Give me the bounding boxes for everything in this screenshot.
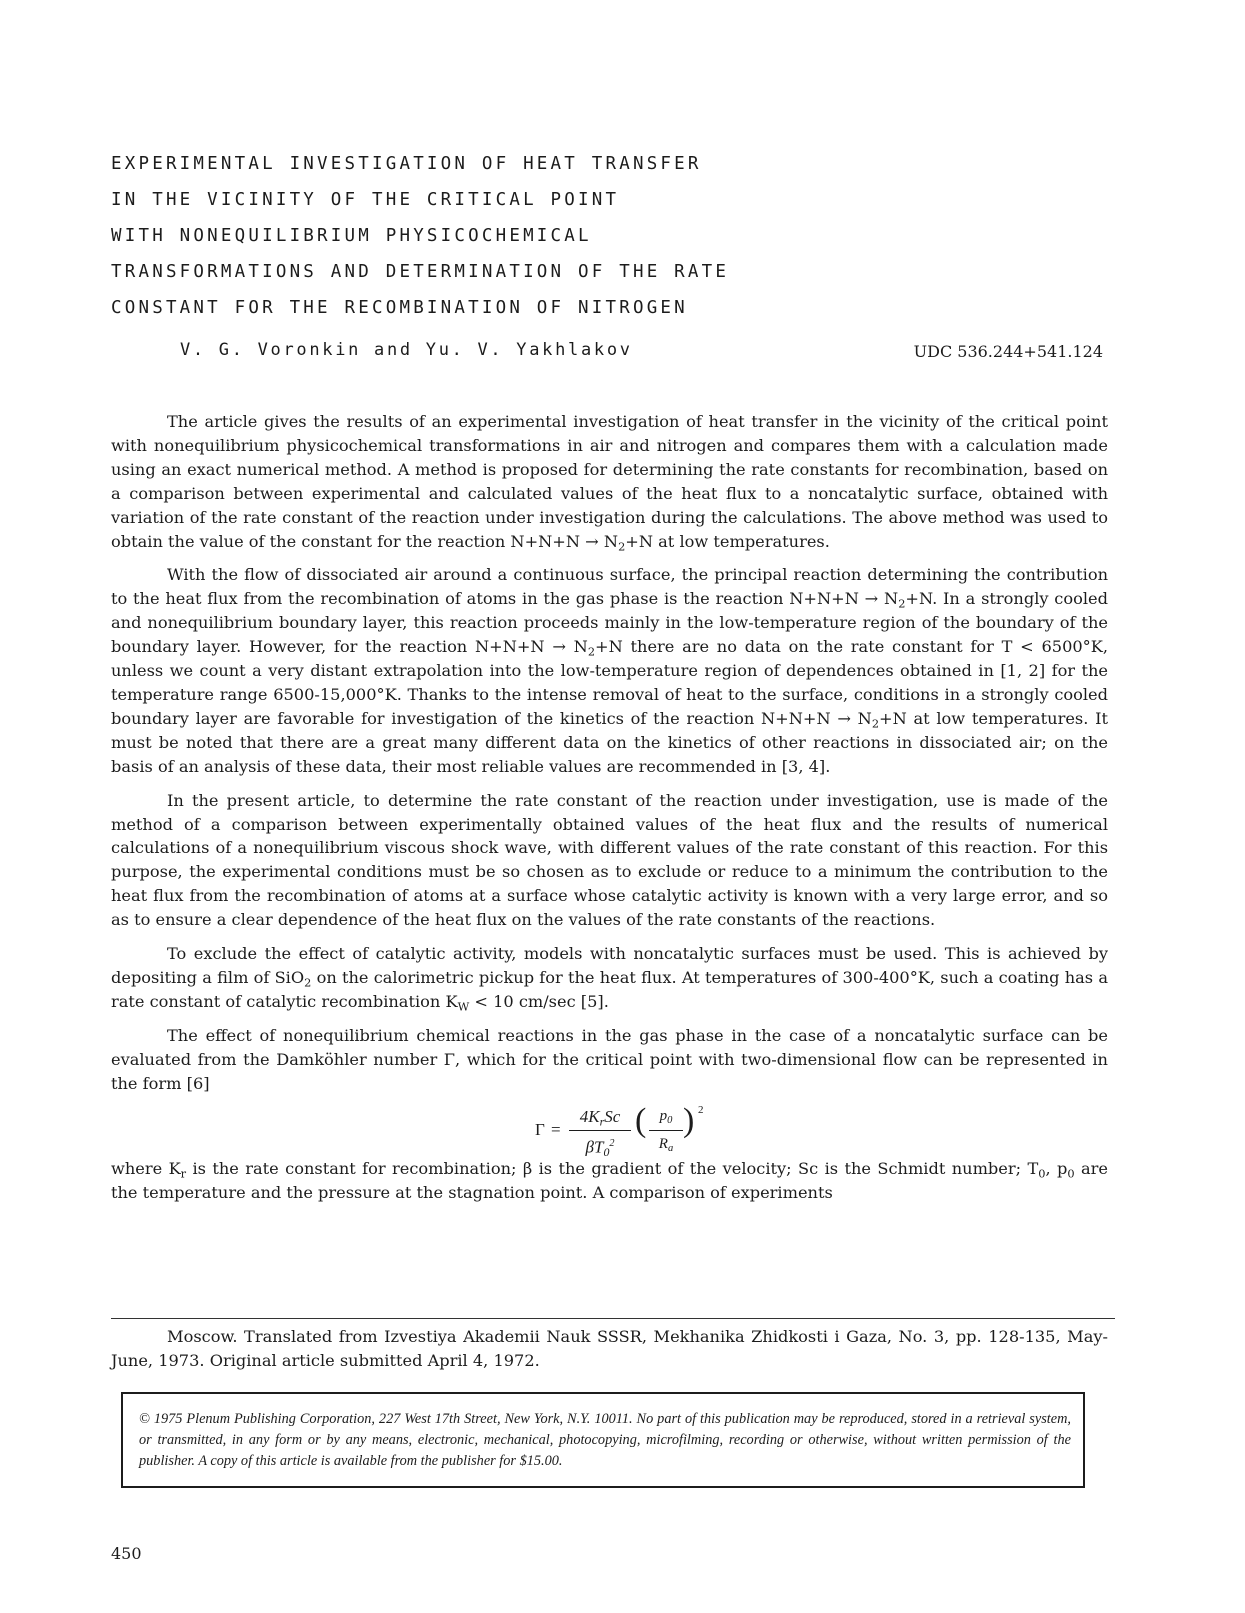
title-line: WITH NONEQUILIBRIUM PHYSICOCHEMICAL <box>111 226 592 246</box>
title-line: IN THE VICINITY OF THE CRITICAL POINT <box>111 190 620 210</box>
formula-left-paren: ( <box>635 1102 647 1140</box>
title-line: CONSTANT FOR THE RECOMBINATION OF NITROGEN <box>111 298 688 318</box>
page-number: 450 <box>111 1544 142 1563</box>
article-body <box>111 410 1108 1215</box>
body-paragraph: In the present article, to determine the rate constant of the reaction under investigation, use is made of the method of a comparison between experimentally obtained values of the heat flux and the results of numerical calculations of a nonequilibrium viscous shock wave, with different values of the rate constant of this reaction. For this purpose, the experimental conditions must be so chosen as to exclude or reduce to a minimum the contribution to the heat flux from the recombination of atoms at a surface whose catalytic activity is known with a very large error, and so as to ensure a clear dependence of the heat flux on the values of the rate constants of the reactions. <box>111 790 1108 930</box>
article-title <box>111 146 1011 326</box>
formula-fraction-main: $4K_rSc$ $\beta T_0^2$ <box>569 1105 631 1159</box>
footnote-divider <box>111 1318 1115 1319</box>
formula-fraction-ratio: $\frac{p_0}{R_a}$ <box>649 1105 683 1157</box>
formula-lhs: Γ <box>535 1120 545 1140</box>
formula-right-paren: ) <box>683 1102 695 1140</box>
formula-equals: = <box>551 1120 561 1140</box>
body-paragraph: To exclude the effect of catalytic activity, models with noncatalytic surfaces must be used. This is achieved by depositing a film of SiO$_2$ on the calorimetric pickup for the heat flux. At temperatures of 300-400°K, such a coating has a rate constant of catalytic recombination $K_W < 10$ cm/sec [5]. <box>111 944 1108 1014</box>
abstract-paragraph: The article gives the results of an experimental investigation of heat transfer in the vicinity of the critical point with nonequilibrium physicochemical transformations in air and nitrogen and compares them with a calculation made using an exact numerical method. A method is proposed for determining the rate constants for recombination, based on a comparison between experimental and calculated values of the heat flux to a noncatalytic surface, obtained with variation of the rate constant of the reaction under investigation during the calculations. The above method was used to obtain the value of the constant for the reaction $N+N+N \to N_2+N$ at low temperatures. <box>111 412 1108 553</box>
body-paragraph: With the flow of dissociated air around a continuous surface, the principal reaction determining the contribution to the heat flux from the recombination of atoms in the gas phase is the reaction $N+N+N \to N_2+N$. In a strongly cooled and nonequilibrium boundary layer, this reaction proceeds mainly in the low-temperature region of the boundary of the boundary layer. However, for the reaction $N+N+N \to N_2+N$ there are no data on the rate constant for T < 6500°K, unless we count a very distant extrapolation into the low-temperature region of dependences obtained in [1, 2] for the temperature range 6500-15,000°K. Thanks to the intense removal of heat to the surface, conditions in a strongly cooled boundary layer are favorable for investigation of the kinetics of the reaction $N+N+N \to N_2+N$ at low temperatures. It must be noted that there are a great many different data on the kinetics of other reactions in dissociated air; on the basis of an analysis of these data, their most reliable values are recommended in [3, 4]. <box>111 565 1108 776</box>
title-line: TRANSFORMATIONS AND DETERMINATION OF THE RATE <box>111 262 730 282</box>
body-paragraph: where $K_r$ is the rate constant for recombination; β is the gradient of the velocity; Sc is the Schmidt number; $T_0$, $p_0$ are the temperature and the pressure at the stagnation point. A comparison of experiments <box>111 1159 1108 1203</box>
damkohler-formula <box>111 1097 1108 1160</box>
title-line: EXPERIMENTAL INVESTIGATION OF HEAT TRANSFER <box>111 154 702 174</box>
copyright-box <box>121 1392 1085 1488</box>
udc-code: UDC 536.244+541.124 <box>913 342 1103 361</box>
formula-exponent: 2 <box>698 1104 704 1117</box>
copyright-notice: © 1975 Plenum Publishing Corporation, 227 West 17th Street, New York, N.Y. 10011. No part of this publication may be reproduced, stored in a retrieval system, or transmitted, in any form or by any means, electronic, mechanical, photocopying, microfilming, recording or otherwise, without written permission of the publisher. A copy of this article is available from the publisher for $15.00. <box>139 1411 1071 1469</box>
footnote: Moscow. Translated from Izvestiya Akademii Nauk SSSR, Mekhanika Zhidkosti i Gaza, No. 3, pp. 128-135, May-June, 1973. Original article submitted April 4, 1972. <box>111 1327 1108 1370</box>
body-paragraph: The effect of nonequilibrium chemical reactions in the gas phase in the case of a noncatalytic surface can be evaluated from the Damköhler number Γ, which for the critical point with two-dimensional flow can be represented in the form [6] <box>111 1025 1108 1093</box>
authors: V. G. Voronkin and Yu. V. Yakhlakov <box>180 340 633 360</box>
